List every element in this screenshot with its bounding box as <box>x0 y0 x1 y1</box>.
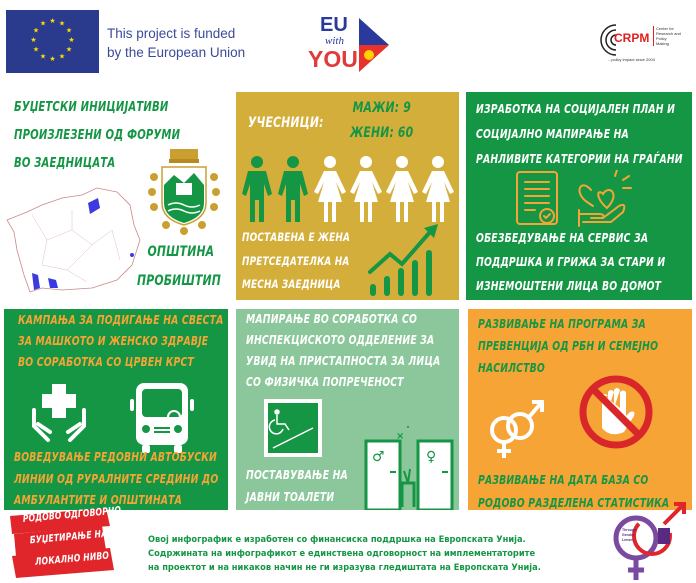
logo-line: Gender <box>622 533 635 537</box>
logo-line: Lenses <box>622 538 635 542</box>
violence-caption: РОДОВО РАЗДЕЛЕНА СТАТИСТИКА <box>478 496 670 510</box>
svg-text:★: ★ <box>65 45 73 54</box>
health-title: ВО СОРАБОТКА СО ЦРВЕН КРСТ <box>18 355 194 369</box>
svg-text:★: ★ <box>49 17 56 25</box>
participants-caption: ПРЕТСЕДАТЕЛКА НА <box>242 253 350 268</box>
participants-figures-icon <box>240 154 458 224</box>
svg-text:★: ★ <box>68 36 75 44</box>
public-toilets-icon <box>364 421 456 510</box>
social-title: СОЦИЈАЛНО МАПИРАЊЕ НА <box>476 127 629 141</box>
svg-text:★: ★ <box>65 26 73 35</box>
flags-arrow-icon <box>359 18 389 72</box>
municipality-name: ПРОБИШТИП <box>137 273 221 289</box>
svg-text:★: ★ <box>32 45 40 54</box>
municipality-name: ОПШТИНА <box>147 244 215 260</box>
disclaimer-line: Содржината на инфографикот е единствена одговорност на имплементаторите <box>148 549 536 559</box>
participants-label: УЧЕСНИЦИ: <box>248 115 324 131</box>
panel-participants <box>236 92 459 300</box>
health-title: ЗА МАШКОТО И ЖЕНСКО ЗДРАВЈЕ <box>18 334 209 348</box>
access-title: УВИД НА ПРИСТАПНОСТА ЗА ЛИЦА <box>246 354 441 368</box>
disclaimer-line: Овој инфографик е изработен со финансиска поддршка на Европската Унија. <box>148 535 526 545</box>
banner-line: РОДОВО ОДГОВОРНО <box>22 505 122 525</box>
access-title: СО ФИЗИЧКА ПОПРЕЧЕНОСТ <box>246 375 404 389</box>
violence-title: НАСИЛСТВО <box>478 361 545 375</box>
budget-title: БУЏЕТСКИ ИНИЦИЈАТИВИ <box>14 100 169 115</box>
crpm-name: CRPM <box>614 31 650 45</box>
logo-line: Through <box>622 528 637 532</box>
through-gender-lenses-logo <box>606 500 696 583</box>
banner-line: ЛОКАЛНО НИВО <box>34 550 110 569</box>
access-title: МАПИРАЊЕ ВО СОРАБОТКА СО <box>246 312 418 326</box>
access-caption: ЈАВНИ ТОАЛЕТИ <box>246 490 335 504</box>
svg-text:★: ★ <box>58 52 66 61</box>
probishtip-coat-of-arms-icon <box>146 147 222 242</box>
social-title: РАНЛИВИТЕ КАТЕГОРИИ НА ГРАЃАНИ <box>476 152 683 166</box>
women-count: ЖЕНИ: 60 <box>350 125 414 141</box>
svg-text:★: ★ <box>32 26 40 35</box>
panel-accessibility <box>236 309 459 510</box>
logo-you: YOU <box>308 46 358 72</box>
wheelchair-ramp-icon <box>263 398 325 460</box>
stop-violence-hand-icon <box>576 372 656 452</box>
funding-line: This project is funded <box>107 26 236 41</box>
budget-title: ВО ЗАЕДНИЦАТА <box>14 156 116 171</box>
crpm-sub: Making <box>656 41 669 46</box>
logo-eu: EU <box>320 14 348 36</box>
svg-text:★: ★ <box>49 55 56 63</box>
svg-text:★: ★ <box>39 19 47 28</box>
eu-funding-text <box>107 24 245 62</box>
disclaimer <box>148 533 541 575</box>
panel-health-campaign <box>4 309 228 510</box>
gender-budgeting-banner <box>6 505 122 578</box>
logo-with: with <box>325 35 344 47</box>
svg-text:★: ★ <box>39 52 47 61</box>
crpm-logo <box>596 22 686 67</box>
budget-title: ПРОИЗЛЕЗЕНИ ОД ФОРУМИ <box>14 128 181 143</box>
panel-violence-prevention <box>468 309 692 510</box>
participants-caption: ПОСТАВЕНА Е ЖЕНА <box>242 230 351 244</box>
panel-budget-initiatives <box>0 92 232 300</box>
growth-chart-icon <box>368 224 448 299</box>
gender-symbols-icon <box>486 394 548 460</box>
panel-social-plan <box>466 92 692 300</box>
eu-stars-icon <box>6 10 99 73</box>
health-title: КАМПАЊА ЗА ПОДИГАЊЕ НА СВЕСТА <box>18 313 224 327</box>
eu-with-you-logo <box>305 16 395 74</box>
access-caption: ПОСТАВУВАЊЕ НА <box>246 468 348 482</box>
crpm-tagline: ...policy impact since 2004 <box>608 57 655 62</box>
logo-text <box>622 528 636 543</box>
social-caption: ОБЕЗБЕДУВАЊЕ НА СЕРВИС ЗА <box>476 231 649 245</box>
violence-title: РАЗВИВАЊЕ НА ПРОГРАМА ЗА <box>478 317 646 331</box>
svg-text:★: ★ <box>58 19 66 28</box>
disclaimer-line: на проектот и на никаков начин не ги изразува гледиштата на Европската Унија. <box>148 563 541 573</box>
banner-line: БУЏЕТИРАЊЕ НА <box>29 528 108 547</box>
social-title: ИЗРАБОТКА НА СОЦИЈАЛЕН ПЛАН И <box>476 102 676 116</box>
health-caption: АМБУЛАНТИТЕ И ОПШТИНАТА <box>14 493 183 507</box>
bus-icon <box>128 381 198 456</box>
violence-title: ПРЕВЕНЦИЈА ОД РБН И СЕМЕЈНО <box>478 339 659 353</box>
eu-flag <box>6 10 99 73</box>
participants-caption: МЕСНА ЗАЕДНИЦА <box>242 277 341 291</box>
svg-text:♂: ♂ <box>372 449 385 465</box>
health-caption: ВОВЕДУВАЊЕ РЕДОВНИ АВТОБУСКИ <box>14 450 218 464</box>
violence-caption: РАЗВИВАЊЕ НА ДАТА БАЗА СО <box>478 473 649 487</box>
svg-text:★: ★ <box>30 36 37 44</box>
svg-text:×: × <box>396 431 405 442</box>
crpm-sub: Research and <box>656 31 681 36</box>
funding-line: by the European Union <box>107 45 246 60</box>
health-caption: ЛИНИИ ОД РУРАЛНИТЕ СРЕДИНИ ДО <box>14 471 219 486</box>
crpm-sub: Policy <box>656 36 667 41</box>
document-and-care-icons <box>511 170 661 230</box>
medical-care-hands-icon <box>30 384 90 444</box>
svg-text:♀: ♀ <box>426 449 437 465</box>
access-title: ИНСПЕКЦИСКОТО ОДДЕЛЕНИЕ ЗА <box>246 333 435 347</box>
macedonia-map-icon <box>2 170 142 300</box>
crpm-sub: Center for <box>656 26 674 31</box>
social-caption: ПОДДРШКА И ГРИЖА ЗА СТАРИ И <box>476 255 666 269</box>
social-caption: ИЗНЕМОШТЕНИ ЛИЦА ВО ДОМОТ <box>476 279 662 293</box>
men-count: МАЖИ: 9 <box>352 100 411 116</box>
